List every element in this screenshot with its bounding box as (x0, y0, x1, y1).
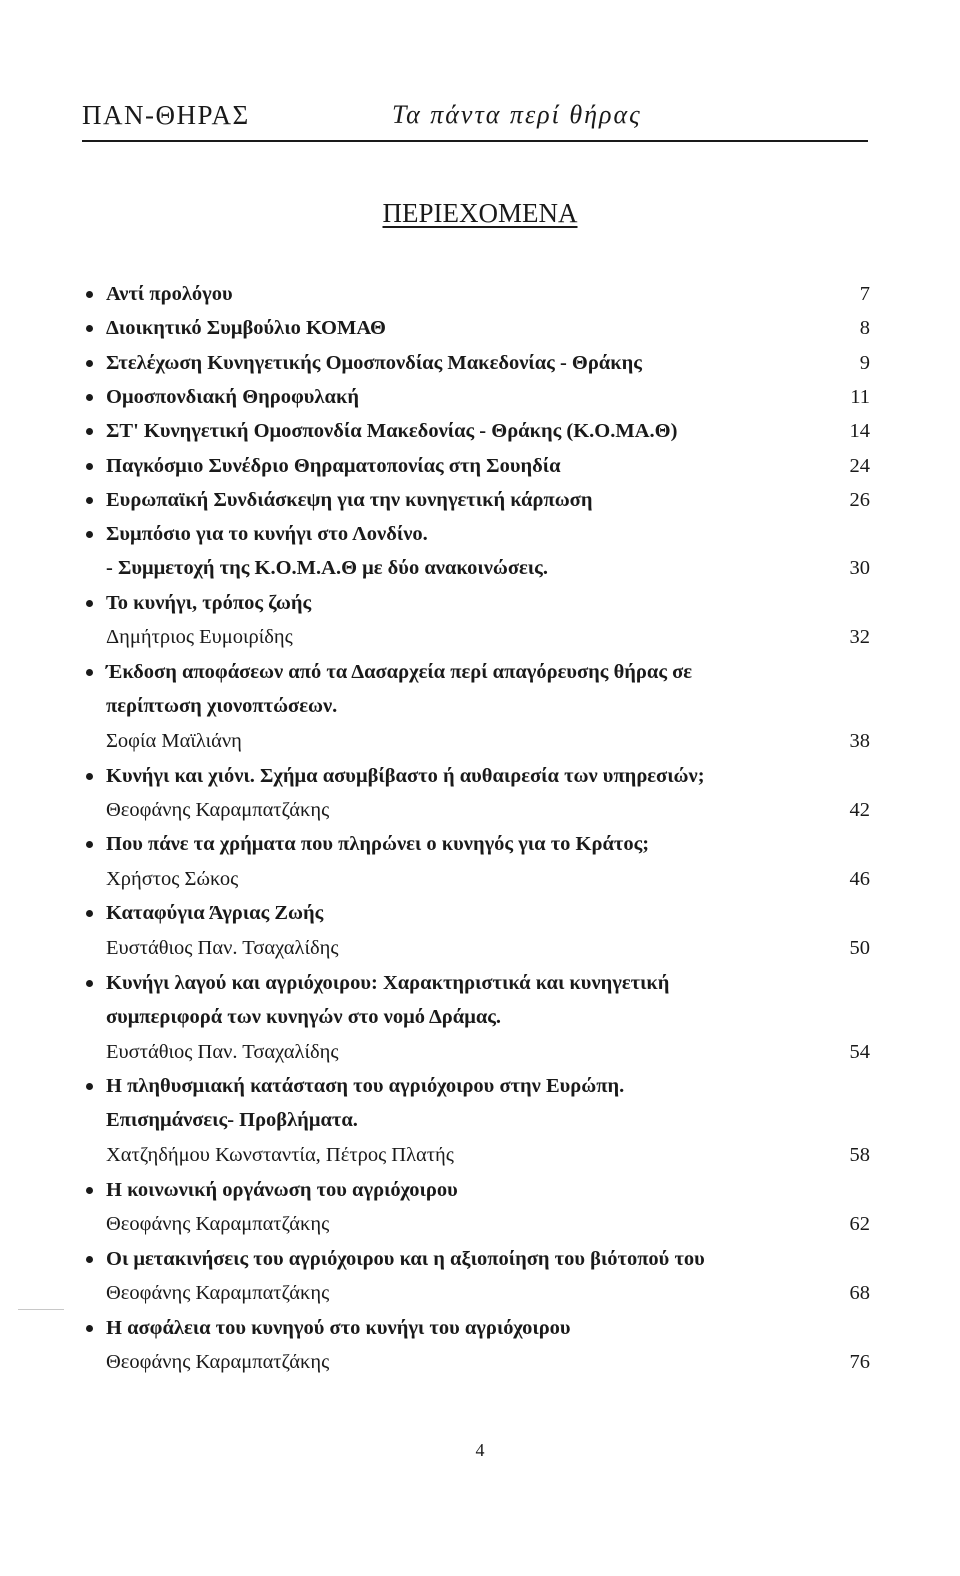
bullet-icon (86, 1187, 93, 1194)
bullet-icon (86, 600, 93, 607)
toc-entry-author (86, 1277, 870, 1309)
toc-entry-title: Παγκόσμιο Συνέδριο Θηραματοπονίας στη Σουηδία (106, 455, 561, 477)
toc-entry-author (86, 1139, 870, 1171)
toc-page-number: 58 (849, 1144, 870, 1166)
bullet-icon (86, 497, 93, 504)
toc-page-number: 68 (849, 1282, 870, 1304)
toc-entry-title: συμπεριφορά των κυνηγών στο νομό Δράμας. (106, 1006, 502, 1028)
toc-entry (86, 347, 870, 379)
toc-page-number: 46 (849, 868, 870, 890)
bullet-icon (86, 1083, 93, 1090)
toc-entry-author-name: Θεοφάνης Καραμπατζάκης (106, 1282, 330, 1304)
toc-entry-continuation (86, 690, 870, 722)
toc-entry (86, 312, 870, 344)
running-header (82, 100, 868, 142)
bullet-icon (86, 291, 93, 298)
bullet-icon (86, 360, 93, 367)
toc-entry-title: Έκδοση αποφάσεων από τα Δασαρχεία περί απαγόρευσης θήρας σε (106, 661, 693, 683)
toc-page-number: 7 (859, 283, 870, 305)
toc-entry (86, 587, 870, 619)
toc-page-number: 26 (849, 489, 870, 511)
toc-entry-author (86, 1208, 870, 1240)
bullet-icon (86, 394, 93, 401)
toc-entry-title: Ομοσπονδιακή Θηροφυλακή (106, 386, 359, 408)
toc-entry-title: Το κυνήγι, τρόπος ζωής (106, 592, 312, 614)
toc-entry (86, 278, 870, 310)
toc-entry-title: Στελέχωση Κυνηγετικής Ομοσπονδίας Μακεδονίας - Θράκης (106, 352, 642, 374)
toc-page-number: 50 (849, 937, 870, 959)
toc-entry-author (86, 932, 870, 964)
toc-entry-title: Επισημάνσεις- Προβλήματα. (106, 1109, 358, 1131)
toc-entry (86, 897, 870, 929)
toc-entry (86, 656, 870, 688)
toc-entry (86, 450, 870, 482)
toc-entry-title: Διοικητικό Συμβούλιο ΚΟΜΑΘ (106, 317, 386, 339)
toc-entry-author-name: Θεοφάνης Καραμπατζάκης (106, 799, 330, 821)
toc-entry-author-name: Ευστάθιος Παν. Τσαχαλίδης (106, 937, 339, 959)
toc-entry (86, 484, 870, 516)
toc-entry-author (86, 725, 870, 757)
toc-page-number: 24 (849, 455, 870, 477)
toc-entry-author (86, 1346, 870, 1378)
toc-page-number: 32 (849, 626, 870, 648)
bullet-icon (86, 910, 93, 917)
toc-entry (86, 381, 870, 413)
toc-entry-continuation (86, 1104, 870, 1136)
toc-entry-title: Συμπόσιο για το κυνήγι στο Λονδίνο. (106, 523, 428, 545)
bullet-icon (86, 1256, 93, 1263)
toc-entry-title: ΣΤ' Κυνηγετική Ομοσπονδία Μακεδονίας - Θράκης (Κ.Ο.ΜΑ.Θ) (106, 420, 678, 442)
toc-entry (86, 967, 870, 999)
toc-entry-author-name: Ευστάθιος Παν. Τσαχαλίδης (106, 1041, 339, 1063)
toc-entry-continuation (86, 1001, 870, 1033)
bullet-icon (86, 463, 93, 470)
toc-entry-author (86, 621, 870, 653)
toc-page-number: 11 (850, 386, 870, 408)
header-journal-name: ΠΑΝ-ΘΗΡΑΣ (82, 100, 250, 130)
toc-entry (86, 1312, 870, 1344)
bullet-icon (86, 773, 93, 780)
toc-entry-author-name: Χρήστος Σώκος (106, 868, 239, 890)
toc-page-number: 42 (849, 799, 870, 821)
toc-page-number: 30 (849, 557, 870, 579)
toc-entry-author (86, 794, 870, 826)
toc-entry-title: Ευρωπαϊκή Συνδιάσκεψη για την κυνηγετική κάρπωση (106, 489, 593, 511)
toc-entry-title: Κυνήγι λαγού και αγριόχοιρου: Χαρακτηριστικά και κυνηγετική (106, 972, 670, 994)
toc-entry (86, 1070, 870, 1102)
toc-entry-title: Η κοινωνική οργάνωση του αγριόχοιρου (106, 1179, 458, 1201)
toc-page-number: 38 (849, 730, 870, 752)
toc-page-number: 8 (859, 317, 870, 339)
margin-mark (18, 1309, 64, 1310)
toc-page-number: 76 (849, 1351, 870, 1373)
toc-entry-author (86, 1036, 870, 1068)
bullet-icon (86, 980, 93, 987)
toc-entry-title: Κυνήγι και χιόνι. Σχήμα ασυμβίβαστο ή αυθαιρεσία των υπηρεσιών; (106, 765, 705, 787)
toc-entry-author (86, 863, 870, 895)
toc-page-number: 54 (849, 1041, 870, 1063)
toc-entry-continuation (86, 552, 870, 584)
toc-page-number: 62 (849, 1213, 870, 1235)
header-tagline: Τα πάντα περί θήρας (392, 100, 642, 129)
toc-entry-title: Που πάνε τα χρήματα που πληρώνει ο κυνηγός για το Κράτος; (106, 833, 650, 855)
page-title: ΠΕΡΙΕΧΟΜΕΝΑ (382, 198, 578, 228)
toc-entry-author-name: Δημήτριος Ευμοιρίδης (106, 626, 293, 648)
toc-entry-author-name: Θεοφάνης Καραμπατζάκης (106, 1351, 330, 1373)
toc-entry (86, 760, 870, 792)
bullet-icon (86, 669, 93, 676)
toc-entry-title: Αντί προλόγου (106, 283, 233, 305)
toc-entry-author-name: Χατζηδήμου Κωνσταντία, Πέτρος Πλατής (106, 1144, 454, 1166)
toc-entry (86, 1174, 870, 1206)
toc-entry (86, 518, 870, 550)
toc-entry (86, 415, 870, 447)
toc-entry-author-name: Θεοφάνης Καραμπατζάκης (106, 1213, 330, 1235)
bullet-icon (86, 325, 93, 332)
bullet-icon (86, 531, 93, 538)
bullet-icon (86, 1325, 93, 1332)
bullet-icon (86, 428, 93, 435)
toc-entry-title: περίπτωση χιονοπτώσεων. (106, 695, 338, 717)
page-number: 4 (475, 1440, 485, 1460)
toc-entry-title: Καταφύγια Άγριας Ζωής (106, 902, 324, 924)
toc-page-number: 9 (859, 352, 870, 374)
bullet-icon (86, 841, 93, 848)
toc-entry-title: Οι μετακινήσεις του αγριόχοιρου και η αξιοποίηση του βιότοπού του (106, 1248, 705, 1270)
toc-entry (86, 1243, 870, 1275)
toc-entry-author-name: Σοφία Μαϊλιάνη (106, 730, 242, 752)
toc-entry-title: Η πληθυσμιακή κατάσταση του αγριόχοιρου στην Ευρώπη. (106, 1075, 625, 1097)
toc-entry (86, 828, 870, 860)
toc-entry-title: Η ασφάλεια του κυνηγού στο κυνήγι του αγριόχοιρου (106, 1317, 571, 1339)
toc-page-number: 14 (849, 420, 870, 442)
toc-entry-title: - Συμμετοχή της Κ.Ο.Μ.Α.Θ με δύο ανακοινώσεις. (106, 557, 548, 579)
